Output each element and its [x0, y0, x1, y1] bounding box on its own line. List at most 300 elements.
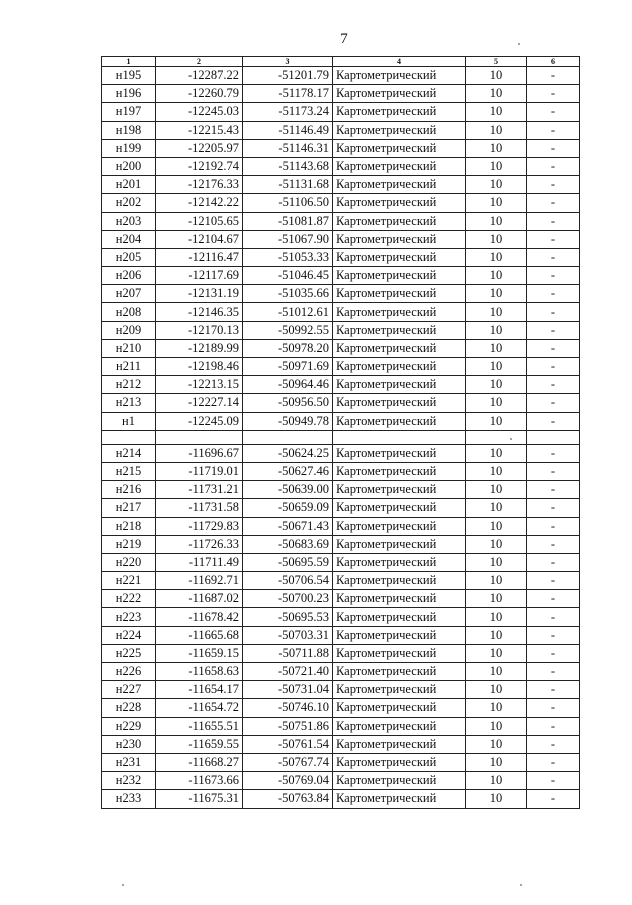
note-cell: - — [527, 553, 580, 571]
note-cell: - — [527, 626, 580, 644]
method-cell: Картометрический — [333, 139, 466, 157]
method-cell: Картометрический — [333, 285, 466, 303]
point-id-cell: н221 — [102, 572, 156, 590]
accuracy-cell: 10 — [466, 699, 527, 717]
method-cell: Картометрический — [333, 699, 466, 717]
x-coordinate-cell: -12131.19 — [156, 285, 243, 303]
header-col-6: 6 — [527, 57, 580, 67]
x-coordinate-cell: -12117.69 — [156, 267, 243, 285]
point-id-cell: н209 — [102, 321, 156, 339]
table-row — [102, 267, 580, 285]
accuracy-cell: 10 — [466, 517, 527, 535]
accuracy-cell: 10 — [466, 285, 527, 303]
table-row — [102, 626, 580, 644]
method-cell: Картометрический — [333, 644, 466, 662]
x-coordinate-cell: -11687.02 — [156, 590, 243, 608]
method-cell: Картометрический — [333, 267, 466, 285]
table-body-section-2 — [102, 444, 580, 808]
y-coordinate-cell: -51012.61 — [243, 303, 333, 321]
x-coordinate-cell: -11658.63 — [156, 663, 243, 681]
x-coordinate-cell: -11711.49 — [156, 553, 243, 571]
accuracy-cell: 10 — [466, 248, 527, 266]
table-row — [102, 394, 580, 412]
point-id-cell: н233 — [102, 790, 156, 808]
spacer-cell — [527, 430, 580, 444]
table-body-section-1 — [102, 67, 580, 431]
accuracy-cell: 10 — [466, 176, 527, 194]
method-cell: Картометрический — [333, 735, 466, 753]
x-coordinate-cell: -11659.15 — [156, 644, 243, 662]
y-coordinate-cell: -51067.90 — [243, 230, 333, 248]
table-row — [102, 681, 580, 699]
method-cell: Картометрический — [333, 85, 466, 103]
accuracy-cell: 10 — [466, 121, 527, 139]
note-cell: - — [527, 194, 580, 212]
y-coordinate-cell: -50700.23 — [243, 590, 333, 608]
point-id-cell: н220 — [102, 553, 156, 571]
x-coordinate-cell: -12146.35 — [156, 303, 243, 321]
header-col-5: 5 — [466, 57, 527, 67]
y-coordinate-cell: -51081.87 — [243, 212, 333, 230]
table-row — [102, 230, 580, 248]
method-cell: Картометрический — [333, 572, 466, 590]
y-coordinate-cell: -50731.04 — [243, 681, 333, 699]
x-coordinate-cell: -11665.68 — [156, 626, 243, 644]
y-coordinate-cell: -50992.55 — [243, 321, 333, 339]
x-coordinate-cell: -12198.46 — [156, 358, 243, 376]
table-row — [102, 772, 580, 790]
accuracy-cell: 10 — [466, 626, 527, 644]
y-coordinate-cell: -51053.33 — [243, 248, 333, 266]
scan-speck — [122, 884, 124, 886]
table-row — [102, 462, 580, 480]
x-coordinate-cell: -12287.22 — [156, 67, 243, 85]
y-coordinate-cell: -50695.59 — [243, 553, 333, 571]
y-coordinate-cell: -50763.84 — [243, 790, 333, 808]
y-coordinate-cell: -51201.79 — [243, 67, 333, 85]
table-row — [102, 444, 580, 462]
method-cell: Картометрический — [333, 608, 466, 626]
method-cell: Картометрический — [333, 444, 466, 462]
header-col-2: 2 — [156, 57, 243, 67]
accuracy-cell: 10 — [466, 358, 527, 376]
table-row — [102, 358, 580, 376]
accuracy-cell: 10 — [466, 85, 527, 103]
y-coordinate-cell: -50627.46 — [243, 462, 333, 480]
table-row — [102, 663, 580, 681]
accuracy-cell: 10 — [466, 535, 527, 553]
accuracy-cell: 10 — [466, 376, 527, 394]
point-id-cell: н207 — [102, 285, 156, 303]
method-cell: Картометрический — [333, 412, 466, 430]
note-cell: - — [527, 535, 580, 553]
point-id-cell: н203 — [102, 212, 156, 230]
table-row — [102, 644, 580, 662]
y-coordinate-cell: -50703.31 — [243, 626, 333, 644]
y-coordinate-cell: -50769.04 — [243, 772, 333, 790]
y-coordinate-cell: -50659.09 — [243, 499, 333, 517]
note-cell: - — [527, 481, 580, 499]
accuracy-cell: 10 — [466, 321, 527, 339]
table-row — [102, 517, 580, 535]
y-coordinate-cell: -51178.17 — [243, 85, 333, 103]
x-coordinate-cell: -12170.13 — [156, 321, 243, 339]
x-coordinate-cell: -12116.47 — [156, 248, 243, 266]
x-coordinate-cell: -11696.67 — [156, 444, 243, 462]
table-row — [102, 85, 580, 103]
accuracy-cell: 10 — [466, 139, 527, 157]
note-cell: - — [527, 321, 580, 339]
x-coordinate-cell: -12227.14 — [156, 394, 243, 412]
table-row — [102, 535, 580, 553]
note-cell: - — [527, 681, 580, 699]
table-header — [102, 57, 580, 67]
accuracy-cell: 10 — [466, 444, 527, 462]
point-id-cell: н210 — [102, 339, 156, 357]
point-id-cell: н200 — [102, 157, 156, 175]
point-id-cell: н217 — [102, 499, 156, 517]
method-cell: Картометрический — [333, 121, 466, 139]
note-cell: - — [527, 753, 580, 771]
x-coordinate-cell: -11719.01 — [156, 462, 243, 480]
note-cell: - — [527, 644, 580, 662]
y-coordinate-cell: -51146.31 — [243, 139, 333, 157]
table-row — [102, 412, 580, 430]
x-coordinate-cell: -12245.03 — [156, 103, 243, 121]
table-row — [102, 303, 580, 321]
x-coordinate-cell: -11731.21 — [156, 481, 243, 499]
accuracy-cell: 10 — [466, 572, 527, 590]
method-cell: Картометрический — [333, 663, 466, 681]
point-id-cell: н206 — [102, 267, 156, 285]
x-coordinate-cell: -12104.67 — [156, 230, 243, 248]
note-cell: - — [527, 735, 580, 753]
accuracy-cell: 10 — [466, 753, 527, 771]
method-cell: Картометрический — [333, 626, 466, 644]
accuracy-cell: 10 — [466, 394, 527, 412]
accuracy-cell: 10 — [466, 644, 527, 662]
method-cell: Картометрический — [333, 590, 466, 608]
accuracy-cell: 10 — [466, 553, 527, 571]
scan-speck — [518, 43, 520, 45]
point-id-cell: н199 — [102, 139, 156, 157]
y-coordinate-cell: -50671.43 — [243, 517, 333, 535]
x-coordinate-cell: -11654.17 — [156, 681, 243, 699]
point-id-cell: н215 — [102, 462, 156, 480]
spacer-cell — [333, 430, 466, 444]
note-cell: - — [527, 267, 580, 285]
table-spacer — [102, 430, 580, 444]
note-cell: - — [527, 303, 580, 321]
table-row — [102, 735, 580, 753]
point-id-cell: н228 — [102, 699, 156, 717]
y-coordinate-cell: -50956.50 — [243, 394, 333, 412]
x-coordinate-cell: -12192.74 — [156, 157, 243, 175]
scan-speck — [510, 438, 512, 440]
method-cell: Картометрический — [333, 394, 466, 412]
point-id-cell: н198 — [102, 121, 156, 139]
accuracy-cell: 10 — [466, 267, 527, 285]
x-coordinate-cell: -12176.33 — [156, 176, 243, 194]
y-coordinate-cell: -50978.20 — [243, 339, 333, 357]
accuracy-cell: 10 — [466, 608, 527, 626]
point-id-cell: н211 — [102, 358, 156, 376]
method-cell: Картометрический — [333, 230, 466, 248]
accuracy-cell: 10 — [466, 462, 527, 480]
note-cell: - — [527, 339, 580, 357]
accuracy-cell: 10 — [466, 735, 527, 753]
point-id-cell: н202 — [102, 194, 156, 212]
y-coordinate-cell: -50964.46 — [243, 376, 333, 394]
y-coordinate-cell: -50683.69 — [243, 535, 333, 553]
y-coordinate-cell: -50706.54 — [243, 572, 333, 590]
page-number: 7 — [340, 31, 348, 47]
table-row — [102, 608, 580, 626]
x-coordinate-cell: -11654.72 — [156, 699, 243, 717]
method-cell: Картометрический — [333, 772, 466, 790]
table-row — [102, 499, 580, 517]
point-id-cell: н229 — [102, 717, 156, 735]
y-coordinate-cell: -51106.50 — [243, 194, 333, 212]
note-cell: - — [527, 717, 580, 735]
y-coordinate-cell: -50624.25 — [243, 444, 333, 462]
y-coordinate-cell: -50767.74 — [243, 753, 333, 771]
note-cell: - — [527, 608, 580, 626]
note-cell: - — [527, 248, 580, 266]
note-cell: - — [527, 590, 580, 608]
method-cell: Картометрический — [333, 753, 466, 771]
accuracy-cell: 10 — [466, 67, 527, 85]
accuracy-cell: 10 — [466, 772, 527, 790]
point-id-cell: н226 — [102, 663, 156, 681]
table-row — [102, 790, 580, 808]
table-row — [102, 67, 580, 85]
header-col-1: 1 — [102, 57, 156, 67]
spacer-cell — [466, 430, 527, 444]
x-coordinate-cell: -11678.42 — [156, 608, 243, 626]
note-cell: - — [527, 790, 580, 808]
header-col-3: 3 — [243, 57, 333, 67]
point-id-cell: н208 — [102, 303, 156, 321]
spacer-row — [102, 430, 580, 444]
accuracy-cell: 10 — [466, 194, 527, 212]
table-row — [102, 717, 580, 735]
note-cell: - — [527, 157, 580, 175]
method-cell: Картометрический — [333, 103, 466, 121]
note-cell: - — [527, 444, 580, 462]
point-id-cell: н231 — [102, 753, 156, 771]
note-cell: - — [527, 517, 580, 535]
point-id-cell: н197 — [102, 103, 156, 121]
point-id-cell: н196 — [102, 85, 156, 103]
note-cell: - — [527, 412, 580, 430]
table-row — [102, 553, 580, 571]
method-cell: Картометрический — [333, 358, 466, 376]
note-cell: - — [527, 499, 580, 517]
point-id-cell: н201 — [102, 176, 156, 194]
method-cell: Картометрический — [333, 339, 466, 357]
table-row — [102, 590, 580, 608]
note-cell: - — [527, 121, 580, 139]
point-id-cell: н224 — [102, 626, 156, 644]
point-id-cell: н213 — [102, 394, 156, 412]
x-coordinate-cell: -12245.09 — [156, 412, 243, 430]
header-row — [102, 57, 580, 67]
note-cell: - — [527, 376, 580, 394]
x-coordinate-cell: -12205.97 — [156, 139, 243, 157]
table-row — [102, 157, 580, 175]
note-cell: - — [527, 139, 580, 157]
y-coordinate-cell: -50711.88 — [243, 644, 333, 662]
spacer-cell — [243, 430, 333, 444]
accuracy-cell: 10 — [466, 339, 527, 357]
accuracy-cell: 10 — [466, 212, 527, 230]
y-coordinate-cell: -51146.49 — [243, 121, 333, 139]
x-coordinate-cell: -12105.65 — [156, 212, 243, 230]
header-col-4: 4 — [333, 57, 466, 67]
method-cell: Картометрический — [333, 553, 466, 571]
note-cell: - — [527, 572, 580, 590]
x-coordinate-cell: -11726.33 — [156, 535, 243, 553]
method-cell: Картометрический — [333, 462, 466, 480]
x-coordinate-cell: -11659.55 — [156, 735, 243, 753]
accuracy-cell: 10 — [466, 303, 527, 321]
point-id-cell: н204 — [102, 230, 156, 248]
point-id-cell: н227 — [102, 681, 156, 699]
table-row — [102, 753, 580, 771]
method-cell: Картометрический — [333, 248, 466, 266]
y-coordinate-cell: -50751.86 — [243, 717, 333, 735]
table-row — [102, 103, 580, 121]
note-cell: - — [527, 462, 580, 480]
note-cell: - — [527, 176, 580, 194]
method-cell: Картометрический — [333, 67, 466, 85]
method-cell: Картометрический — [333, 717, 466, 735]
x-coordinate-cell: -12189.99 — [156, 339, 243, 357]
y-coordinate-cell: -51143.68 — [243, 157, 333, 175]
y-coordinate-cell: -50949.78 — [243, 412, 333, 430]
table-row — [102, 572, 580, 590]
note-cell: - — [527, 85, 580, 103]
x-coordinate-cell: -12142.22 — [156, 194, 243, 212]
method-cell: Картометрический — [333, 303, 466, 321]
note-cell: - — [527, 663, 580, 681]
y-coordinate-cell: -50761.54 — [243, 735, 333, 753]
table-row — [102, 121, 580, 139]
note-cell: - — [527, 358, 580, 376]
spacer-cell — [156, 430, 243, 444]
accuracy-cell: 10 — [466, 717, 527, 735]
coordinates-table — [101, 56, 580, 809]
point-id-cell: н219 — [102, 535, 156, 553]
table-row — [102, 339, 580, 357]
accuracy-cell: 10 — [466, 230, 527, 248]
x-coordinate-cell: -12260.79 — [156, 85, 243, 103]
scan-speck — [520, 884, 522, 886]
table-row — [102, 376, 580, 394]
accuracy-cell: 10 — [466, 481, 527, 499]
y-coordinate-cell: -50639.00 — [243, 481, 333, 499]
accuracy-cell: 10 — [466, 103, 527, 121]
method-cell: Картометрический — [333, 176, 466, 194]
point-id-cell: н218 — [102, 517, 156, 535]
method-cell: Картометрический — [333, 681, 466, 699]
accuracy-cell: 10 — [466, 590, 527, 608]
x-coordinate-cell: -11731.58 — [156, 499, 243, 517]
spacer-cell — [102, 430, 156, 444]
note-cell: - — [527, 285, 580, 303]
y-coordinate-cell: -50721.40 — [243, 663, 333, 681]
y-coordinate-cell: -50971.69 — [243, 358, 333, 376]
note-cell: - — [527, 212, 580, 230]
method-cell: Картометрический — [333, 157, 466, 175]
x-coordinate-cell: -12215.43 — [156, 121, 243, 139]
x-coordinate-cell: -11673.66 — [156, 772, 243, 790]
note-cell: - — [527, 394, 580, 412]
x-coordinate-cell: -11675.31 — [156, 790, 243, 808]
note-cell: - — [527, 103, 580, 121]
table-row — [102, 248, 580, 266]
note-cell: - — [527, 699, 580, 717]
method-cell: Картометрический — [333, 481, 466, 499]
point-id-cell: н230 — [102, 735, 156, 753]
table-row — [102, 699, 580, 717]
accuracy-cell: 10 — [466, 681, 527, 699]
method-cell: Картометрический — [333, 517, 466, 535]
y-coordinate-cell: -50695.53 — [243, 608, 333, 626]
point-id-cell: н214 — [102, 444, 156, 462]
y-coordinate-cell: -51046.45 — [243, 267, 333, 285]
accuracy-cell: 10 — [466, 499, 527, 517]
method-cell: Картометрический — [333, 194, 466, 212]
y-coordinate-cell: -51035.66 — [243, 285, 333, 303]
x-coordinate-cell: -11692.71 — [156, 572, 243, 590]
method-cell: Картометрический — [333, 535, 466, 553]
accuracy-cell: 10 — [466, 157, 527, 175]
method-cell: Картометрический — [333, 321, 466, 339]
point-id-cell: н212 — [102, 376, 156, 394]
method-cell: Картометрический — [333, 790, 466, 808]
point-id-cell: н225 — [102, 644, 156, 662]
point-id-cell: н223 — [102, 608, 156, 626]
point-id-cell: н205 — [102, 248, 156, 266]
y-coordinate-cell: -50746.10 — [243, 699, 333, 717]
table-row — [102, 194, 580, 212]
table-row — [102, 139, 580, 157]
table-row — [102, 285, 580, 303]
table-row — [102, 481, 580, 499]
note-cell: - — [527, 230, 580, 248]
table-row — [102, 321, 580, 339]
note-cell: - — [527, 67, 580, 85]
y-coordinate-cell: -51131.68 — [243, 176, 333, 194]
table-row — [102, 212, 580, 230]
x-coordinate-cell: -11655.51 — [156, 717, 243, 735]
x-coordinate-cell: -12213.15 — [156, 376, 243, 394]
point-id-cell: н232 — [102, 772, 156, 790]
method-cell: Картометрический — [333, 499, 466, 517]
x-coordinate-cell: -11668.27 — [156, 753, 243, 771]
x-coordinate-cell: -11729.83 — [156, 517, 243, 535]
point-id-cell: н216 — [102, 481, 156, 499]
table-row — [102, 176, 580, 194]
accuracy-cell: 10 — [466, 790, 527, 808]
method-cell: Картометрический — [333, 212, 466, 230]
point-id-cell: н1 — [102, 412, 156, 430]
point-id-cell: н222 — [102, 590, 156, 608]
accuracy-cell: 10 — [466, 412, 527, 430]
y-coordinate-cell: -51173.24 — [243, 103, 333, 121]
